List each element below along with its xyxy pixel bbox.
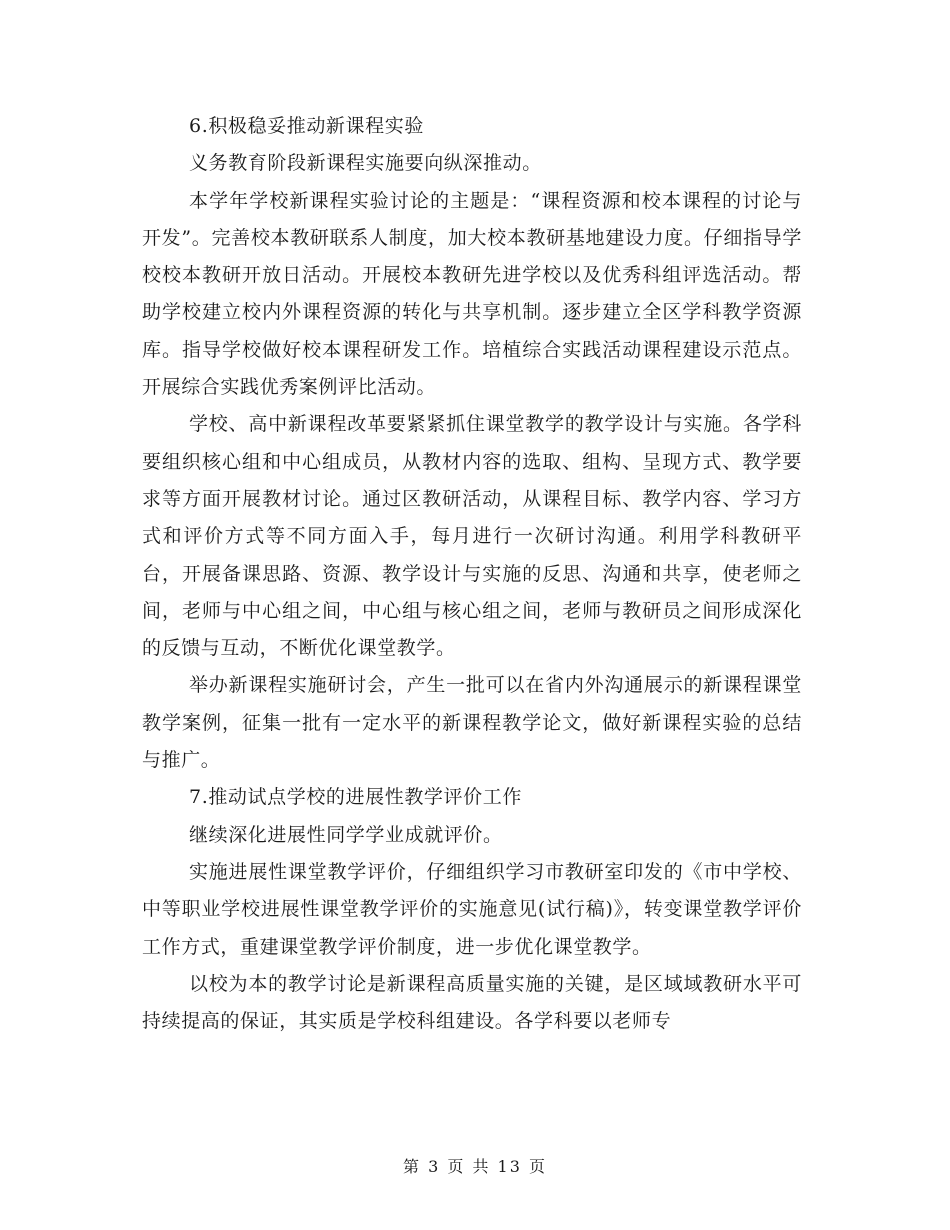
paragraph: 学校、高中新课程改革要紧紧抓住课堂教学的教学设计与实施。各学科要组织核心组和中心组成员，从教材内容的选取、组构、呈现方式、教学要求等方面开展教材讨论。通过区教研活动，从课程目标、教学内容、学习方式和评价方式等不同方面入手，每月进行一次研讨沟通。利用学科教研平台，开展备课思路、资源、教学设计与实施的反思、沟通和共享，使老师之间，老师与中心组之间，中心组与核心组之间，老师与教研员之间形成深化的反馈与互动，不断优化课堂教学。 bbox=[142, 413, 802, 660]
paragraph: 本学年学校新课程实验讨论的主题是：“课程资源和校本课程的讨论与开发”。完善校本教研联系人制度，加大校本教研基地建设力度。仔细指导学校校本教研开放日活动。开展校本教研先进学校以及优秀科组评选活动。帮助学校建立校内外课程资源的转化与共享机制。逐步建立全区学科教学资源库。指导学校做好校本课程研发工作。培植综合实践活动课程建设示范点。开展综合实践优秀案例评比活动。 bbox=[142, 189, 802, 399]
paragraph: 义务教育阶段新课程实施要向纵深推动。 bbox=[189, 152, 542, 175]
paragraph: 实施进展性课堂教学评价，仔细组织学习市教研室印发的《市中学校、中等职业学校进展性课堂教学评价的实施意见(试行稿)》，转变课堂教学评价工作方式，重建课堂教学评价制度，进一步优化课堂教学。 bbox=[142, 860, 802, 958]
section-heading-6: 6.积极稳妥推动新课程实验 bbox=[189, 115, 424, 137]
section-heading-7: 7.推动试点学校的进展性教学评价工作 bbox=[189, 786, 522, 809]
paragraph: 继续深化进展性同学学业成就评价。 bbox=[189, 823, 503, 846]
page-footer: 第 3 页 共 13 页 bbox=[403, 1157, 547, 1176]
paragraph: 举办新课程实施研讨会，产生一批可以在省内外沟通展示的新课程课堂教学案例，征集一批有一定水平的新课程教学论文，做好新课程实验的总结与推广。 bbox=[142, 674, 802, 772]
paragraph: 以校为本的教学讨论是新课程高质量实施的关键，是区域域教研水平可持续提高的保证，其实质是学校科组建设。各学科要以老师专 bbox=[142, 972, 802, 1033]
document-body bbox=[142, 108, 802, 1040]
